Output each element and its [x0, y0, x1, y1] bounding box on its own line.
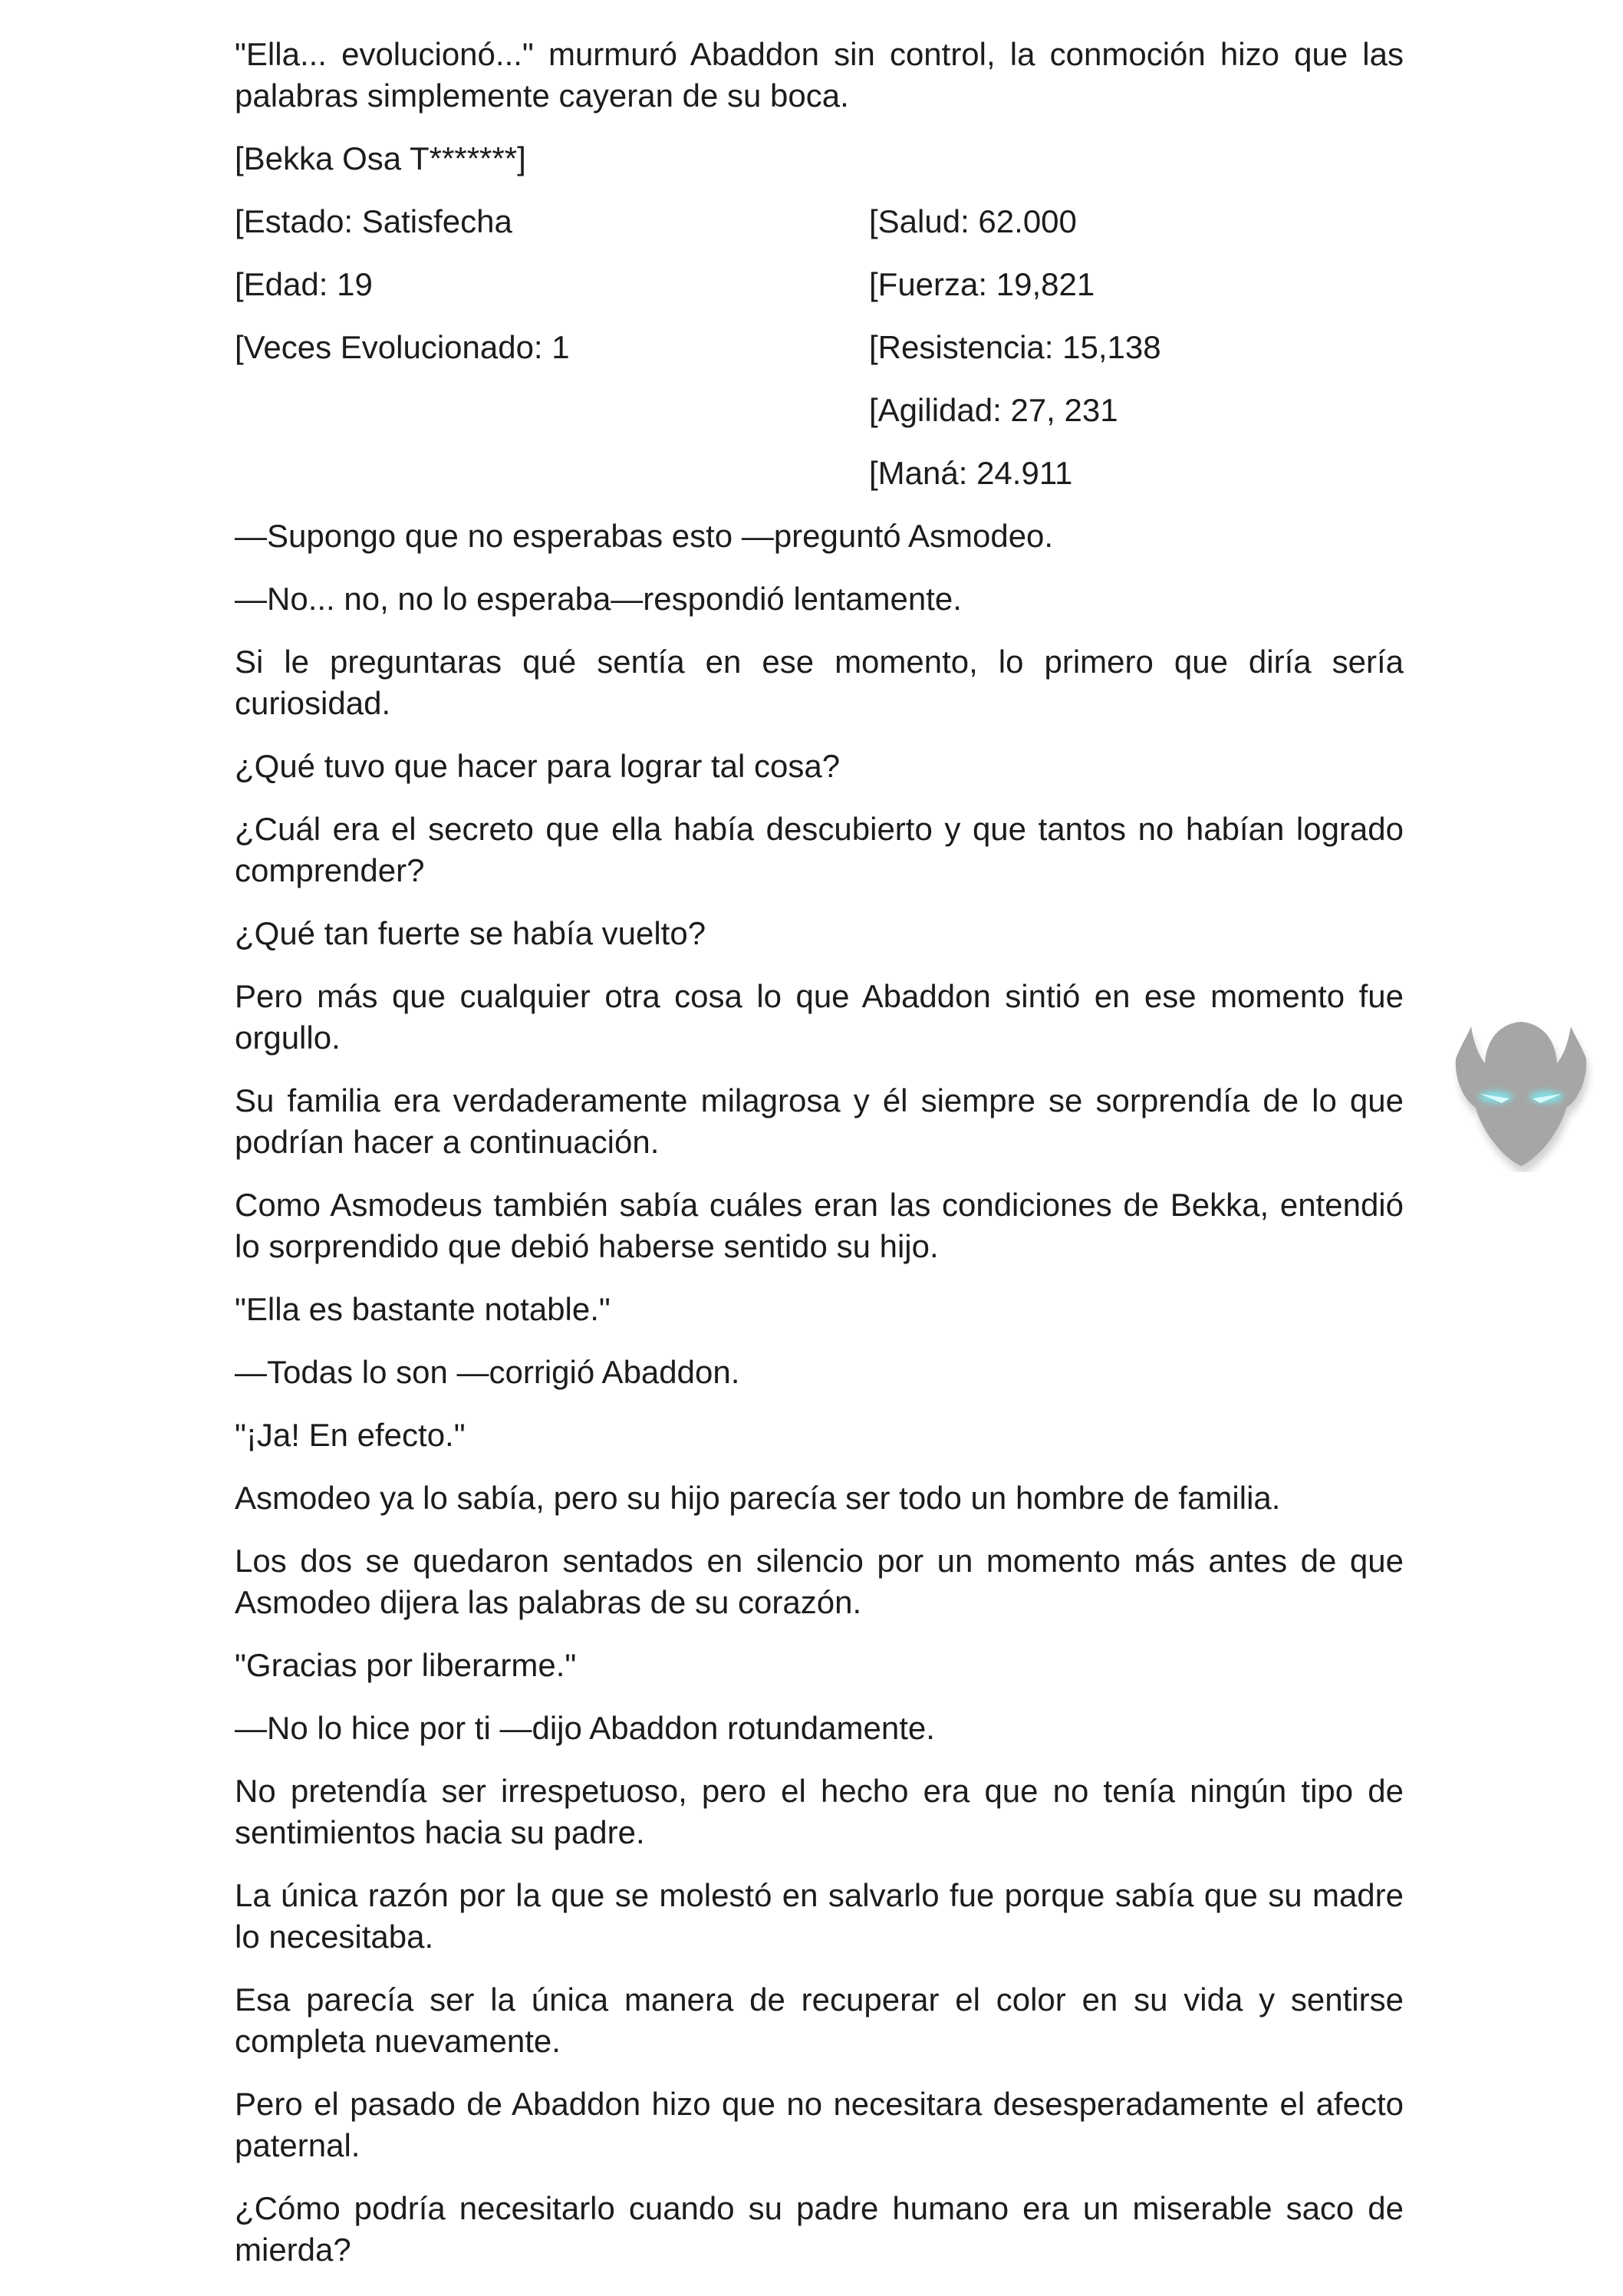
status-panel — [235, 201, 1404, 494]
stat-endurance: [Resistencia: 15,138 — [869, 329, 1161, 365]
paragraph: Esa parecía ser la única manera de recuperar el color en su vida y sentirse completa nuevamente. — [235, 1981, 1404, 2059]
dialogue-line: "Gracias por liberarme." — [235, 1647, 577, 1683]
dialogue-line: "Ella es bastante notable." — [235, 1291, 611, 1327]
stat-strength: [Fuerza: 19,821 — [869, 266, 1095, 302]
character-name-line: [Bekka Osa T*******] — [235, 140, 526, 176]
dialogue-line: —Todas lo son —corrigió Abaddon. — [235, 1354, 740, 1390]
paragraph: Si le preguntaras qué sentía en ese momento, lo primero que diría sería curiosidad. — [235, 644, 1404, 721]
document-page — [235, 34, 1404, 2292]
paragraph: ¿Qué tuvo que hacer para lograr tal cosa? — [235, 748, 841, 784]
stat-row — [235, 201, 1404, 242]
stat-state: [Estado: Satisfecha — [235, 203, 512, 239]
paragraph: "Ella... evolucionó..." murmuró Abaddon sin control, la conmoción hizo que las palabras simplemente cayeran de su boca. — [235, 36, 1404, 114]
stat-mana: [Maná: 24.911 — [869, 455, 1073, 491]
dialogue-line: —No... no, no lo esperaba—respondió lentamente. — [235, 581, 962, 617]
stat-row — [235, 390, 1404, 431]
paragraph: ¿Cómo podría necesitarlo cuando su padre humano era un miserable saco de mierda? — [235, 2190, 1404, 2268]
stat-empty — [235, 390, 869, 431]
paragraph: Su familia era verdaderamente milagrosa y él siempre se sorprendía de lo que podrían hacer a continuación. — [235, 1082, 1404, 1160]
paragraph: ¿Cuál era el secreto que ella había descubierto y que tantos no habían logrado comprender? — [235, 811, 1404, 888]
stat-health: [Salud: 62.000 — [869, 203, 1077, 239]
paragraph: ¿Qué tan fuerte se había vuelto? — [235, 915, 706, 951]
paragraph: Pero el pasado de Abaddon hizo que no necesitara desesperadamente el afecto paternal. — [235, 2086, 1404, 2163]
dialogue-line: —Supongo que no esperabas esto —preguntó Asmodeo. — [235, 518, 1054, 554]
paragraph: Pero más que cualquier otra cosa lo que Abaddon sintió en ese momento fue orgullo. — [235, 978, 1404, 1056]
dialogue-line: —No lo hice por ti —dijo Abaddon rotundamente. — [235, 1710, 935, 1746]
stat-agility: [Agilidad: 27, 231 — [869, 392, 1118, 428]
stat-empty — [235, 453, 869, 494]
paragraph: Asmodeo ya lo sabía, pero su hijo parecía ser todo un hombre de familia. — [235, 1480, 1281, 1516]
paragraph: Los dos se quedaron sentados en silencio por un momento más antes de que Asmodeo dijera las palabras de su corazón. — [235, 1543, 1404, 1620]
paragraph: La única razón por la que se molestó en salvarlo fue porque sabía que su madre lo necesitaba. — [235, 1877, 1404, 1955]
paragraph: Como Asmodeus también sabía cuáles eran las condiciones de Bekka, entendió lo sorprendido que debió haberse sentido su hijo. — [235, 1187, 1404, 1264]
paragraph: No pretendía ser irrespetuoso, pero el hecho era que no tenía ningún tipo de sentimientos hacia su padre. — [235, 1773, 1404, 1850]
demon-head-icon — [1448, 996, 1594, 1172]
stat-row — [235, 264, 1404, 305]
dialogue-line: "¡Ja! En efecto." — [235, 1417, 466, 1453]
stat-age: [Edad: 19 — [235, 266, 373, 302]
stat-row — [235, 453, 1404, 494]
stat-row — [235, 327, 1404, 368]
stat-evolutions: [Veces Evolucionado: 1 — [235, 329, 570, 365]
